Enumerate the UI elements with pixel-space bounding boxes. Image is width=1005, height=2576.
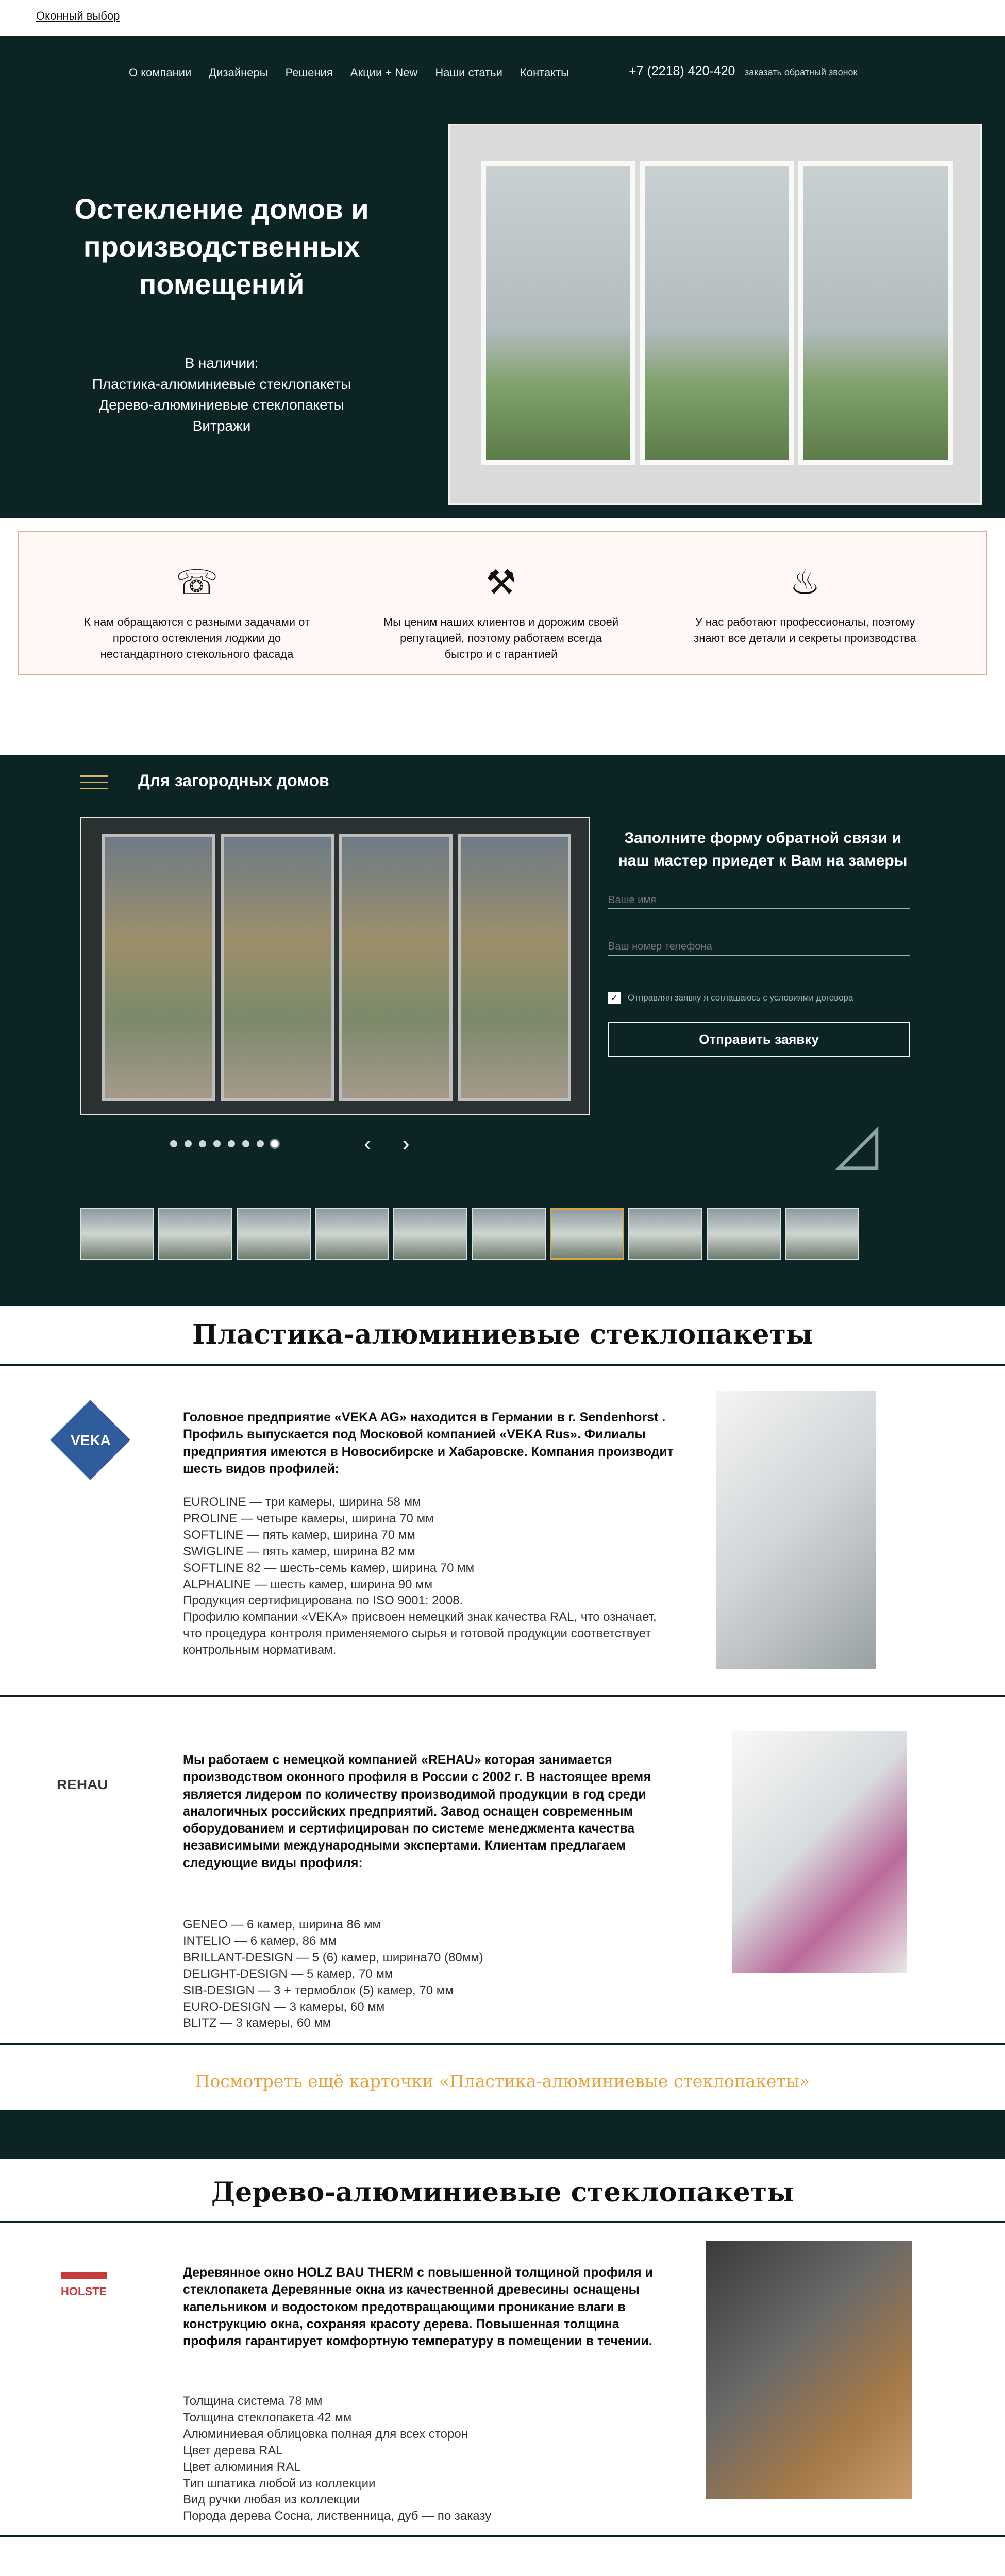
nav-about[interactable]: О компании bbox=[129, 66, 192, 79]
veka-logo-text: VEKA bbox=[71, 1432, 111, 1448]
presentation-icon: ♨ bbox=[790, 563, 820, 601]
nav-sales[interactable]: Акции + New bbox=[350, 66, 418, 79]
gallery-thumbnail[interactable] bbox=[550, 1208, 624, 1260]
product-card-rehau bbox=[0, 1731, 1005, 2040]
spec-line: EURO-DESIGN — 3 камеры, 60 мм bbox=[183, 1999, 385, 2014]
gallery-dot[interactable] bbox=[228, 1140, 235, 1147]
nav-articles[interactable]: Наши статьи bbox=[435, 66, 502, 79]
gallery-thumbnail[interactable] bbox=[393, 1208, 467, 1260]
top-nav bbox=[0, 36, 1005, 106]
gallery-thumbnail[interactable] bbox=[707, 1208, 781, 1260]
gallery-dot[interactable] bbox=[213, 1140, 221, 1147]
window-pane bbox=[798, 161, 953, 465]
submit-button[interactable]: Отправить заявку bbox=[608, 1022, 910, 1057]
feature-text: У нас работают профессионалы, поэтому знают все детали и секреты производства bbox=[694, 616, 916, 645]
gallery-thumbnail[interactable] bbox=[315, 1208, 389, 1260]
wood-section-title: Дерево-алюминиевые стеклопакеты bbox=[211, 2177, 794, 2208]
stained-glass-panel bbox=[221, 834, 334, 1101]
spec-line: INTELIO — 6 камер, 86 мм bbox=[183, 1934, 337, 1948]
card-specs bbox=[183, 2393, 678, 2524]
spec-line: SWIGLINE — пять камер, ширина 82 мм bbox=[183, 1544, 415, 1558]
gallery-thumbnail[interactable] bbox=[628, 1208, 702, 1260]
spec-line: PROLINE — четыре камеры, ширина 70 мм bbox=[183, 1511, 434, 1526]
name-input[interactable] bbox=[608, 878, 910, 909]
stained-glass-panel bbox=[339, 834, 453, 1101]
gallery-dot[interactable] bbox=[185, 1140, 192, 1147]
veka-profile-image bbox=[716, 1391, 876, 1669]
spec-line: Алюминиевая облицовка полная для всех сторон bbox=[183, 2427, 468, 2441]
holste-profile-image bbox=[706, 2241, 912, 2499]
features-box bbox=[18, 531, 987, 675]
rehau-logo: REHAU bbox=[57, 1776, 108, 1792]
hero-sub-line: Дерево-алюминиевые стеклопакеты bbox=[99, 397, 344, 413]
hero-subtitle bbox=[41, 353, 402, 436]
plastic-more-link[interactable] bbox=[0, 2071, 1005, 2091]
gallery-dot[interactable] bbox=[170, 1140, 177, 1147]
feature-text: К нам обращаются с разными задачами от простого остекления лоджии до нестандартного стекольного фасада bbox=[84, 616, 310, 660]
plastic-section-title: Пластика-алюминиевые стеклопакеты bbox=[192, 1319, 813, 1350]
agreement-checkbox-row bbox=[608, 992, 853, 1004]
divider bbox=[0, 2221, 1005, 2223]
gallery-next-icon[interactable]: › bbox=[402, 1131, 410, 1156]
product-card-holste bbox=[0, 2241, 1005, 2530]
feature-item bbox=[684, 563, 926, 647]
spec-line: Порода дерева Сосна, лиственница, дуб — по заказу bbox=[183, 2509, 492, 2523]
spec-line: Толщина стеклопакета 42 мм bbox=[183, 2410, 352, 2425]
more-prefix: Посмотреть ещё карточки bbox=[195, 2071, 439, 2091]
stained-glass-panel bbox=[102, 834, 215, 1101]
form-title: Заполните форму обратной связи и наш мастер приедет к Вам на замеры bbox=[618, 829, 908, 869]
rehau-profile-image bbox=[732, 1731, 907, 1973]
agreement-text: Отправляя заявку я соглашаюсь с условиями договора bbox=[628, 993, 853, 1003]
gallery-thumbnail[interactable] bbox=[80, 1208, 154, 1260]
spec-line: Толщина система 78 мм bbox=[183, 2394, 323, 2408]
card-description: Деревянное окно HOLZ BAU THERM с повышенной толщиной профиля и стеклопакета Деревянные окна из качественной древесины оснащены капельником и водостоком предотвращающими проникание влаги в конструкцию окна, сохраняя красоту дерева. Повышенная толщина профиля гарантирует комфортную температуру в помещении в течении. bbox=[183, 2265, 653, 2348]
spec-line: Цвет дерева RAL bbox=[183, 2443, 283, 2458]
gallery-title: Для загородных домов bbox=[138, 771, 329, 790]
nav-menu bbox=[129, 66, 569, 79]
menu-burger-icon[interactable] bbox=[80, 775, 108, 794]
spec-line: SOFTLINE — пять камер, ширина 70 мм bbox=[183, 1528, 415, 1542]
gallery-thumbnail[interactable] bbox=[237, 1208, 311, 1260]
more-link[interactable]: «Пластика-алюминиевые стеклопакеты» bbox=[439, 2071, 810, 2091]
spec-line: Цвет алюминия RAL bbox=[183, 2460, 301, 2474]
divider bbox=[0, 2535, 1005, 2537]
spec-line: BRILLANT-DESIGN — 5 (6) камер, ширина70 (80мм) bbox=[183, 1950, 483, 1964]
spec-line: EUROLINE — три камеры, ширина 58 мм bbox=[183, 1495, 421, 1509]
features bbox=[0, 531, 1005, 675]
gallery-dot[interactable] bbox=[242, 1140, 249, 1147]
gallery-thumbnails bbox=[80, 1208, 859, 1260]
spec-line: Вид ручки любая из коллекции bbox=[183, 2493, 360, 2507]
window-pane bbox=[481, 161, 635, 465]
spec-line: SIB-DESIGN — 3 + термоблок (5) камер, 70 мм bbox=[183, 1983, 454, 1997]
spec-line: BLITZ — 3 камеры, 60 мм bbox=[183, 2016, 331, 2030]
client-icon: ☏ bbox=[175, 563, 219, 601]
divider bbox=[0, 1695, 1005, 1697]
spec-line: SOFTLINE 82 — шесть-семь камер, ширина 70 мм bbox=[183, 1561, 475, 1575]
hero-sub-line: Пластика-алюминиевые стеклопакеты bbox=[92, 376, 351, 392]
hero bbox=[0, 106, 1005, 518]
spec-line: Профилю компании «VEKA» присвоен немецкий знак качества RAL, что означает, что процедура контроля применяемого сырья и готовой продукции соответствует контрольным нормативам. bbox=[183, 1610, 657, 1657]
feature-text: Мы ценим наших клиентов и дорожим своей репутацией, поэтому работаем всегда быстро и с гарантией bbox=[383, 616, 619, 660]
gallery-thumbnail[interactable] bbox=[472, 1208, 546, 1260]
card-description: Мы работаем с немецкой компанией «REHAU» которая занимается производством оконного профиля в России с 2002 г. В настоящее время является лидером по количеству производимой продукции в год среди аналогичных российских предприятий. Завод оснащен современным оборудованием и сертифицирован по системе менеджмента качества независимыми международными экспертами. Клиентам предлагаем следующие виды профиля: bbox=[183, 1753, 651, 1870]
feature-item bbox=[76, 563, 318, 662]
gallery-dot[interactable] bbox=[271, 1140, 278, 1147]
callback-link[interactable]: заказать обратный звонок bbox=[745, 67, 858, 77]
worker-icon: ⚒ bbox=[485, 563, 516, 601]
agreement-checkbox[interactable]: ✓ bbox=[608, 992, 621, 1004]
ruler-icon: ◿ bbox=[835, 1112, 879, 1175]
gallery-thumbnail[interactable] bbox=[158, 1208, 232, 1260]
spec-line: GENEO — 6 камер, ширина 86 мм bbox=[183, 1918, 381, 1931]
gallery-dots bbox=[170, 1140, 278, 1147]
spec-line: Продукция сертифицирована по ISO 9001: 2008. bbox=[183, 1594, 463, 1608]
gallery-prev-icon[interactable]: ‹ bbox=[364, 1131, 372, 1156]
gallery-section bbox=[0, 755, 1005, 1306]
nav-solutions[interactable]: Решения bbox=[285, 66, 333, 79]
phone-input[interactable] bbox=[608, 925, 910, 956]
nav-designers[interactable]: Дизайнеры bbox=[209, 66, 268, 79]
site-logo-top[interactable]: Оконный выбор bbox=[36, 9, 120, 22]
divider bbox=[0, 1364, 1005, 1366]
holste-logo: HOLSTE bbox=[61, 2285, 107, 2298]
stained-glass-panel bbox=[458, 834, 571, 1101]
card-description: Головное предприятие «VEKA AG» находится в Германии в г. Sendenhorst . Профиль выпускается под Московой компанией «VEKA Rus». Филиалы предприятия имеются в Новосибирске и Хабаровске. Компания производит шесть видов профилей: bbox=[183, 1410, 674, 1476]
feature-item bbox=[380, 563, 622, 662]
card-specs bbox=[183, 1917, 678, 2031]
dark-band bbox=[0, 2110, 1005, 2159]
card-specs bbox=[183, 1494, 678, 1658]
product-card-veka bbox=[0, 1391, 1005, 1685]
hero-sub-line: В наличии: bbox=[185, 355, 259, 371]
nav-contacts[interactable]: Контакты bbox=[520, 66, 569, 79]
spec-line: Тип шпатика любой из коллекции bbox=[183, 2476, 376, 2490]
divider bbox=[0, 2043, 1005, 2045]
spec-line: DELIGHT-DESIGN — 5 камер, 70 мм bbox=[183, 1967, 393, 1981]
nav-phone[interactable]: +7 (2218) 420-420 bbox=[629, 64, 735, 78]
hero-title: Остекление домов и производственных помещений bbox=[74, 193, 369, 300]
spec-line: ALPHALINE — шесть камер, ширина 90 мм bbox=[183, 1577, 433, 1591]
hero-sub-line: Витражи bbox=[192, 417, 251, 434]
hero-window-image bbox=[448, 124, 982, 505]
window-pane bbox=[640, 161, 794, 465]
gallery-dot[interactable] bbox=[199, 1140, 206, 1147]
gallery-thumbnail[interactable] bbox=[785, 1208, 859, 1260]
gallery-dot[interactable] bbox=[257, 1140, 264, 1147]
gallery-main-image[interactable] bbox=[80, 817, 590, 1115]
